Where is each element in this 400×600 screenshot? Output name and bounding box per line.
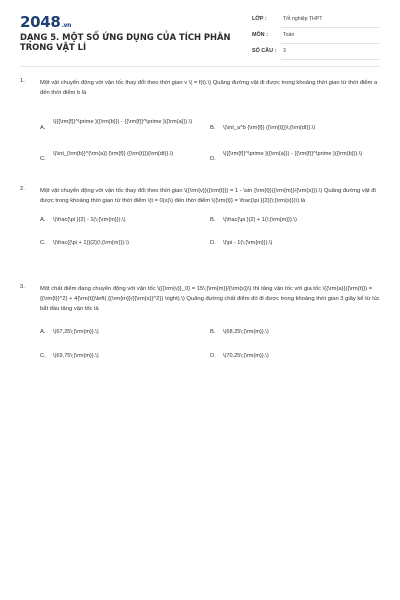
meta-row-count xyxy=(252,46,380,62)
site-logo[interactable] xyxy=(20,13,71,31)
option-text: \(70,25\;{\rm{m}}.\) xyxy=(223,353,269,359)
meta-row-class xyxy=(252,14,380,30)
meta-label: SỐ CÂU : xyxy=(252,48,277,54)
meta-label: LỚP : xyxy=(252,16,267,22)
option-text: \(\frac{{\pi + 1}}{2}(\;{\rm{m}}).\) xyxy=(53,240,130,246)
meta-row-subject xyxy=(252,30,380,46)
question-text: Một chất điểm đang chuyển động với vận tốc \({{\rm{v}}_0} = 15\;{\rm{m}}/{\rm{s}}\) thì tăng vận tốc với gia tốc \({\rm{a}}({\rm{t}}) = {{\rm{t}}^2} + 4{\rm{t}}\left( {{\rm{m}}/{{\rm{s}}^2}} \right).\) Quãng đường chất điểm đó đi được trong khoảng thời gian 3 giây kể từ lúc bắt đầu tăng vận tốc là xyxy=(40,286,380,312)
option-text: \({{\rm{f}}^\prime }({\rm{b}}) - {{\rm{f}}^\prime }({\rm{a}}).\) xyxy=(53,119,193,125)
question-text: Một vật chuyển động với vận tốc thay đổi theo thời gian v \( = f(t).\) Quãng đường vật đi được trong khoảng thời gian từ thời điểm a đến thời điểm b là xyxy=(40,80,378,96)
question-2 xyxy=(20,186,380,284)
logo-text: 2048 xyxy=(20,13,61,31)
document-title: DẠNG 5. MỘT SỐ ỨNG DỤNG CỦA TÍCH PHÂN TRONG VẬT LÍ xyxy=(20,32,231,52)
question-1 xyxy=(20,78,380,186)
logo-suffix: .vn xyxy=(61,22,72,29)
meta-label: MÔN : xyxy=(252,32,268,38)
option-letter: C. xyxy=(40,240,46,246)
question-number: 1. xyxy=(20,78,25,84)
question-number: 2. xyxy=(20,186,25,192)
answer-options xyxy=(40,98,380,176)
meta-value: Toán xyxy=(283,32,295,38)
option-letter: B. xyxy=(210,217,216,223)
option-text: \({{\rm{f}}^\prime }({\rm{a}}) - {{\rm{f}}^\prime }({\rm{b}}).\) xyxy=(223,151,363,157)
meta-underline xyxy=(281,59,380,60)
option-letter: D. xyxy=(210,353,216,359)
option-text: \(69,75\;{\rm{m}}.\) xyxy=(53,353,99,359)
question-number: 3. xyxy=(20,284,25,290)
option-letter: B. xyxy=(210,125,216,131)
document-header xyxy=(0,0,400,62)
option-text: \(\pi - 1(\;{\rm{m}}).\) xyxy=(223,240,273,246)
question-list xyxy=(20,78,380,394)
option-text: \(68,25\;{\rm{m}}.\) xyxy=(223,329,269,335)
option-letter: A. xyxy=(40,329,46,335)
question-3 xyxy=(20,284,380,394)
answer-options xyxy=(40,314,380,366)
option-letter: C. xyxy=(40,353,46,359)
option-text: \(\int_{\rm{b}}^{\rm{a}} {\rm{f}} ({\rm{t}}){\rm{dt}}.\) xyxy=(53,151,174,157)
answer-options xyxy=(40,206,380,256)
meta-value: 3 xyxy=(283,48,286,54)
option-letter: D. xyxy=(210,240,216,246)
option-text: \(\frac{\pi }{2} + 1(\;{\rm{m}}).\) xyxy=(223,217,297,223)
question-text: Một vật chuyển động với vận tốc thay đổi theo thời gian \({\rm{v}}({\rm{t}}) = 1 - \sin {\rm{t}}({\rm{m}}/{\rm{s}}).\) Quãng đường vật đi được trong khoảng thời gian từ thời điểm \(t = 0(s)\) đến thời điểm \({\rm{t}} = \frac{\pi }{2}(\;{\rm{s}})\) là xyxy=(40,188,376,204)
option-letter: B. xyxy=(210,329,216,335)
option-text: \(\int_a^b {\rm{f}} ({\rm{t}})\;{\rm{dt}}.\) xyxy=(223,125,316,131)
meta-value: Tốt nghiệp THPT xyxy=(283,16,323,22)
option-letter: C. xyxy=(40,156,46,162)
meta-underline xyxy=(281,43,380,44)
option-text: \(67,25\;{\rm{m}}.\) xyxy=(53,329,99,335)
option-letter: A. xyxy=(40,217,46,223)
document-meta xyxy=(252,14,380,62)
option-letter: A. xyxy=(40,125,46,131)
meta-underline xyxy=(281,27,380,28)
header-divider xyxy=(20,66,380,67)
option-letter: D. xyxy=(210,156,216,162)
option-text: \(\frac{\pi }{2} - 1(\;{\rm{m}}).\) xyxy=(53,217,126,223)
